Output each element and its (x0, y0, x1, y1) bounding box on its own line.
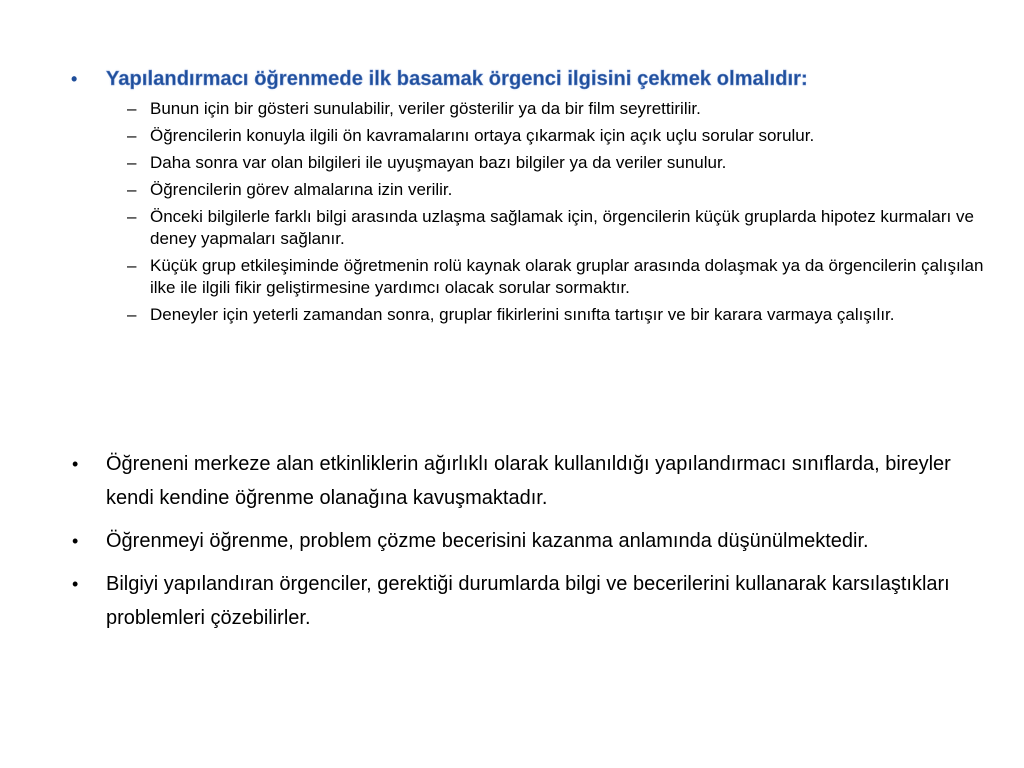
sub-item-text: Öğrencilerin görev almalarına izin verilir. (150, 180, 453, 199)
main-item-text: Öğreneni merkeze alan etkinliklerin ağırlıklı olarak kullanıldığı yapılandırmacı sınıflarda, bireyler kendi kendine öğrenme olanağına kavuşmaktadır. (106, 453, 951, 509)
main-list-item (0, 447, 1024, 515)
sub-item-text: Öğrencilerin konuyla ilgili ön kavramalarını ortaya çıkarmak için açık uçlu sorular sorulur. (150, 126, 815, 145)
main-list (0, 447, 1024, 644)
main-item-text: Öğrenmeyi öğrenme, problem çözme becerisini kazanma anlamında düşünülmektedir. (106, 530, 869, 552)
sub-list-item (0, 98, 1024, 120)
dash-marker: – (127, 305, 137, 324)
sub-list (0, 98, 1024, 331)
dash-marker: – (127, 153, 137, 172)
bullet-marker: • (72, 574, 79, 594)
heading-bullet-marker: • (71, 69, 78, 89)
dash-marker: – (127, 126, 137, 145)
sub-item-text: Küçük grup etkileşiminde öğretmenin rolü kaynak olarak gruplar arasında dolaşmak ya da örgencilerin çalışılan ilke ile ilgili fikir geliştirmesine yardımcı olacak sorular sormaktır. (150, 256, 984, 297)
main-list-item (0, 567, 1024, 635)
bullet-marker: • (72, 531, 79, 551)
dash-marker: – (127, 180, 137, 199)
sub-item-text: Bunun için bir gösteri sunulabilir, veriler gösterilir ya da bir film seyrettirilir. (150, 99, 701, 118)
sub-item-text: Daha sonra var olan bilgileri ile uyuşmayan bazı bilgiler ya da veriler sunulur. (150, 153, 727, 172)
dash-marker: – (127, 256, 137, 275)
heading-text: Yapılandırmacı öğrenmede ilk basamak örgenci ilgisini çekmek olmalıdır: (106, 68, 808, 90)
sub-list-item (0, 206, 1024, 250)
dash-marker: – (127, 99, 137, 118)
sub-list-item (0, 125, 1024, 147)
dash-marker: – (127, 207, 137, 226)
main-list-item (0, 524, 1024, 558)
heading-bullet (0, 64, 1024, 94)
sub-list-item (0, 304, 1024, 326)
sub-list-item (0, 179, 1024, 201)
sub-item-text: Önceki bilgilerle farklı bilgi arasında uzlaşma sağlamak için, örgencilerin küçük gruplarda hipotez kurmaları ve deney yapmaları sağlanır. (150, 207, 974, 248)
sub-list-item (0, 255, 1024, 299)
sub-list-item (0, 152, 1024, 174)
sub-item-text: Deneyler için yeterli zamandan sonra, gruplar fikirlerini sınıfta tartışır ve bir karara varmaya çalışılır. (150, 305, 895, 324)
bullet-marker: • (72, 454, 79, 474)
main-item-text: Bilgiyi yapılandıran örgenciler, gerektiği durumlarda bilgi ve becerilerini kullanarak karsılaştıkları problemleri çözebilirler. (106, 573, 950, 629)
